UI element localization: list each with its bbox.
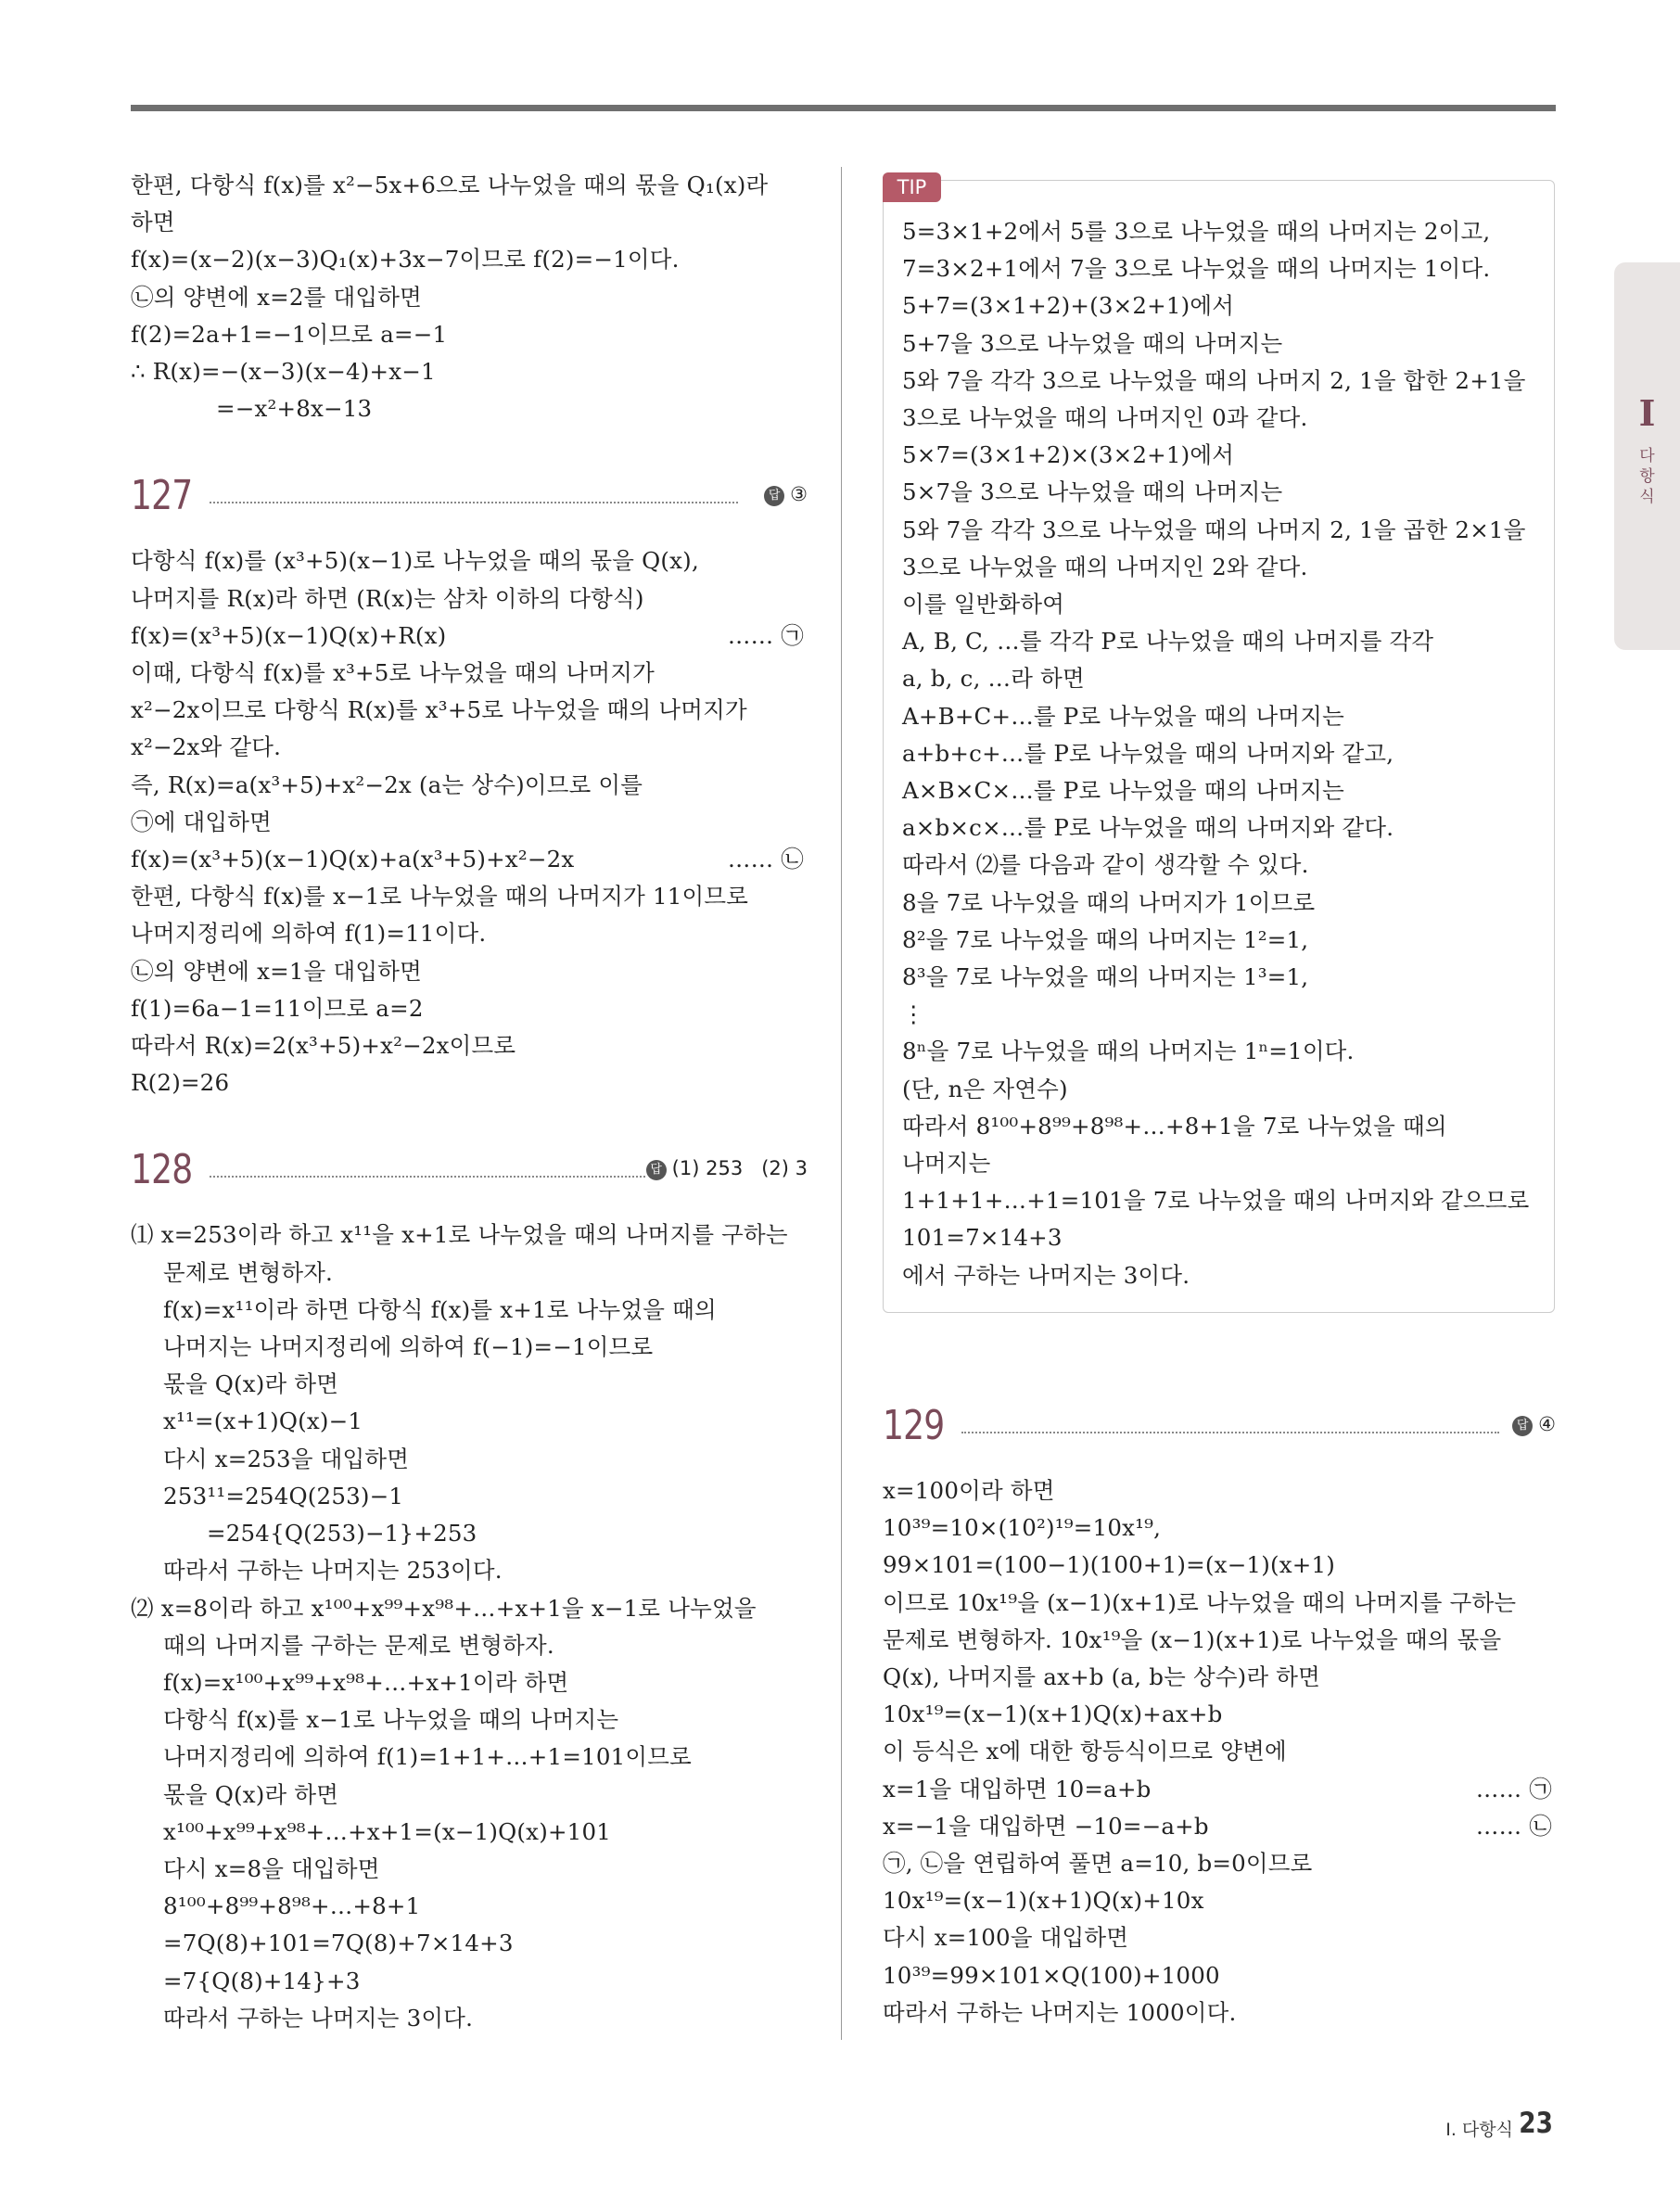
solution-line	[883, 1845, 1556, 1882]
solution-text: Q(x), 나머지를 ax+b (a, b는 상수)라 하면	[883, 1663, 1321, 1691]
solution-line	[131, 1366, 808, 1403]
solution-line	[131, 729, 808, 766]
chapter-title: 다 항 식	[1639, 447, 1655, 506]
tip-line: 이를 일반화하여	[902, 591, 1065, 618]
solution-text: 문제로 변형하자. 10x¹⁹을 (x−1)(x+1)로 나누었을 때의 몫을	[883, 1625, 1502, 1653]
tip-line: 5+7=(3×1+2)+(3×2+1)에서	[902, 292, 1235, 320]
tip-line: 5×7을 3으로 나누었을 때의 나머지는	[902, 478, 1283, 506]
equation-marker: …… ㉠	[1475, 1775, 1552, 1802]
left-column	[131, 167, 808, 2037]
solution-line	[131, 1552, 808, 1589]
solution-line	[131, 1515, 808, 1552]
solution-line	[131, 1329, 808, 1366]
answer-badge-icon: 답	[1512, 1416, 1533, 1436]
solution-line	[883, 1547, 1556, 1584]
solution-text: x¹⁰⁰+x⁹⁹+x⁹⁸+…+x+1=(x−1)Q(x)+101	[163, 1817, 612, 1845]
tip-line: 8³을 7로 나누었을 때의 나머지는 1³=1,	[902, 963, 1309, 991]
problem-number: 127	[131, 472, 193, 520]
solution-text: 몫을 Q(x)라 하면	[163, 1370, 339, 1398]
right-column	[883, 1398, 1556, 2032]
solution-text: x=−1을 대입하면 −10=−a+b	[883, 1812, 1209, 1840]
solution-line	[131, 1064, 808, 1102]
solution-text: 다항식 f(x)를 (x³+5)(x−1)로 나누었을 때의 몫을 Q(x),	[131, 547, 699, 575]
solution-text: 10x¹⁹=(x−1)(x+1)Q(x)+10x	[883, 1887, 1204, 1915]
solution-line	[131, 1255, 808, 1292]
solution-text: 다시 x=8을 대입하면	[163, 1854, 380, 1882]
solution-line	[131, 915, 808, 952]
solution-line	[131, 580, 808, 618]
solution-text: 즉, R(x)=a(x³+5)+x²−2x (a는 상수)이므로 이를	[131, 771, 643, 798]
tip-line: 7=3×2+1에서 7을 3으로 나누었을 때의 나머지는 1이다.	[902, 255, 1491, 283]
answer-label	[646, 1154, 808, 1182]
intro-line: =−x²+8x−13	[216, 395, 373, 423]
tip-line: 8²을 7로 나누었을 때의 나머지는 1²=1,	[902, 925, 1309, 953]
solution-line	[883, 1509, 1556, 1547]
solution-line	[131, 1851, 808, 1888]
answer-label	[764, 480, 808, 508]
solution-line	[131, 1701, 808, 1739]
intro-line: 하면	[131, 209, 175, 236]
problem-128-solution	[131, 1217, 808, 2036]
solution-text: 다시 x=100을 대입하면	[883, 1924, 1129, 1952]
solution-text: 따라서 구하는 나머지는 1000이다.	[883, 1998, 1237, 2026]
footer-chapter-label: I. 다항식	[1445, 2120, 1513, 2140]
tip-line: A, B, C, …를 각각 P로 나누었을 때의 나머지를 각각	[902, 628, 1434, 656]
solution-text: 다시 x=253을 대입하면	[163, 1445, 410, 1472]
solution-text: 나머지를 R(x)라 하면 (R(x)는 삼차 이하의 다항식)	[131, 584, 644, 612]
tip-line: ⋮	[902, 1000, 925, 1028]
solution-line	[131, 1590, 808, 1627]
solution-text: 때의 나머지를 구하는 문제로 변형하자.	[163, 1631, 554, 1659]
solution-text: x¹¹=(x+1)Q(x)−1	[163, 1408, 363, 1435]
intro-line: f(2)=2a+1=−1이므로 a=−1	[131, 320, 448, 348]
solution-text: =254{Q(253)−1}+253	[207, 1520, 477, 1548]
equation-marker: …… ㉠	[727, 621, 804, 649]
answer-value: ④	[1538, 1413, 1556, 1435]
solution-line	[131, 953, 808, 990]
chapter-side-tab[interactable]	[1614, 262, 1680, 650]
solution-text: 10³⁹=99×101×Q(100)+1000	[883, 1961, 1220, 1989]
solution-text: 따라서 구하는 나머지는 3이다.	[163, 2004, 474, 2032]
solution-text: 따라서 R(x)=2(x³+5)+x²−2x이므로	[131, 1032, 516, 1060]
problem-129-solution	[883, 1472, 1556, 2032]
solution-text: =7{Q(8)+14}+3	[163, 1967, 361, 1994]
solution-text: ⑵ x=8이라 하고 x¹⁰⁰+x⁹⁹+x⁹⁸+…+x+1을 x−1로 나누었을	[131, 1594, 757, 1622]
solution-line	[131, 1027, 808, 1064]
solution-line	[883, 1472, 1556, 1509]
solution-line	[131, 1814, 808, 1851]
tip-line: A+B+C+…를 P로 나누었을 때의 나머지는	[902, 702, 1344, 730]
tip-line: a×b×c×…를 P로 나누었을 때의 나머지와 같다.	[902, 814, 1394, 842]
solution-line	[883, 1585, 1556, 1622]
solution-text: 몫을 Q(x)라 하면	[163, 1780, 339, 1808]
solution-line	[131, 1888, 808, 1925]
tip-line: 101=7×14+3	[902, 1224, 1063, 1252]
solution-text: 따라서 구하는 나머지는 253이다.	[163, 1557, 503, 1585]
solution-text: f(x)=x¹¹이라 하면 다항식 f(x)를 x+1로 나누었을 때의	[163, 1295, 717, 1323]
chapter-roman-numeral: I	[1638, 392, 1656, 434]
dotted-leader	[961, 1432, 1499, 1433]
solution-line	[131, 1217, 808, 1254]
answer-value: (1) 253 (2) 3	[671, 1157, 808, 1180]
intro-line: 한편, 다항식 f(x)를 x²−5x+6으로 나누었을 때의 몫을 Q₁(x)라	[131, 172, 769, 198]
solution-text: 이 등식은 x에 대한 항등식이므로 양변에	[883, 1738, 1287, 1765]
solution-line	[131, 990, 808, 1027]
solution-text: f(1)=6a−1=11이므로 a=2	[131, 994, 424, 1022]
problem-128-header	[131, 1142, 808, 1198]
problem-129-header	[883, 1398, 1556, 1454]
solution-line	[131, 1963, 808, 2000]
solution-text: f(x)=(x³+5)(x−1)Q(x)+R(x)	[131, 621, 447, 649]
problem-127-header	[131, 468, 808, 524]
intro-line: f(x)=(x−2)(x−3)Q₁(x)+3x−7이므로 f(2)=−1이다.	[131, 246, 680, 274]
solution-line	[131, 841, 808, 878]
solution-line	[131, 1478, 808, 1515]
solution-text: x=100이라 하면	[883, 1477, 1055, 1504]
tip-line: 5×7=(3×1+2)×(3×2+1)에서	[902, 441, 1235, 469]
tip-line: 5와 7을 각각 3으로 나누었을 때의 나머지 2, 1을 곱한 2×1을	[902, 516, 1526, 543]
solution-line	[131, 1925, 808, 1962]
solution-line	[131, 1292, 808, 1329]
intro-line: ㉡의 양변에 x=2를 대입하면	[131, 283, 422, 311]
solution-line	[883, 1919, 1556, 1956]
solution-text: 나머지는 나머지정리에 의하여 f(−1)=−1이므로	[163, 1333, 654, 1361]
solution-text: 8¹⁰⁰+8⁹⁹+8⁹⁸+…+8+1	[163, 1892, 421, 1920]
problem-number: 129	[883, 1402, 945, 1449]
solution-text: 99×101=(100−1)(100+1)=(x−1)(x+1)	[883, 1551, 1336, 1579]
solution-line	[131, 1777, 808, 1814]
dotted-leader	[210, 1176, 645, 1178]
tip-line: 따라서 ⑵를 다음과 같이 생각할 수 있다.	[902, 851, 1309, 879]
answer-badge-icon: 답	[764, 486, 784, 506]
solution-text: x=1을 대입하면 10=a+b	[883, 1775, 1152, 1802]
answer-label	[1512, 1410, 1556, 1438]
tip-line: 3으로 나누었을 때의 나머지인 2와 같다.	[902, 553, 1308, 580]
solution-line	[131, 542, 808, 580]
problem-number: 128	[131, 1146, 193, 1194]
problem-127-solution	[131, 542, 808, 1102]
solution-line	[131, 804, 808, 841]
tip-line: 나머지는	[902, 1150, 991, 1178]
solution-text: f(x)=(x³+5)(x−1)Q(x)+a(x³+5)+x²−2x	[131, 846, 575, 873]
solution-line	[131, 1739, 808, 1776]
page-number: 23	[1519, 2107, 1553, 2140]
solution-line	[883, 1733, 1556, 1770]
solution-line	[883, 1771, 1556, 1808]
solution-line	[131, 878, 808, 915]
tip-badge: TIP	[883, 172, 941, 202]
solution-text: 한편, 다항식 f(x)를 x−1로 나누었을 때의 나머지가 11이므로	[131, 883, 749, 911]
solution-line	[131, 767, 808, 804]
solution-text: 253¹¹=254Q(253)−1	[163, 1482, 404, 1509]
solution-line	[131, 1403, 808, 1440]
solution-line	[131, 1627, 808, 1664]
solution-line	[131, 655, 808, 692]
equation-marker: …… ㉡	[727, 846, 804, 873]
solution-line	[883, 1957, 1556, 1994]
solution-line	[883, 1622, 1556, 1659]
intro-line: ∴ R(x)=−(x−3)(x−4)+x−1	[131, 358, 436, 386]
tip-line: 5=3×1+2에서 5를 3으로 나누었을 때의 나머지는 2이고,	[902, 218, 1491, 245]
tip-line: a, b, c, …라 하면	[902, 665, 1085, 693]
top-rule	[131, 105, 1556, 111]
equation-marker: …… ㉡	[1475, 1812, 1552, 1840]
solution-line	[883, 1994, 1556, 2032]
solution-text: R(2)=26	[131, 1069, 230, 1097]
solution-text: ㉠에 대입하면	[131, 808, 273, 835]
dotted-leader	[210, 502, 738, 503]
tip-line: 8을 7로 나누었을 때의 나머지가 1이므로	[902, 888, 1316, 916]
solution-text: ⑴ x=253이라 하고 x¹¹을 x+1로 나누었을 때의 나머지를 구하는	[131, 1221, 788, 1249]
solution-line	[131, 692, 808, 729]
intro-block	[131, 167, 808, 427]
tip-line: a+b+c+…를 P로 나누었을 때의 나머지와 같고,	[902, 739, 1394, 767]
tip-line: 1+1+1+…+1=101을 7로 나누었을 때의 나머지와 같으므로	[902, 1187, 1530, 1215]
tip-line: 에서 구하는 나머지는 3이다.	[902, 1261, 1190, 1289]
solution-text: 이때, 다항식 f(x)를 x³+5로 나누었을 때의 나머지가	[131, 659, 655, 687]
solution-text: ㉠, ㉡을 연립하여 풀면 a=10, b=0이므로	[883, 1850, 1313, 1878]
answer-value: ③	[790, 483, 808, 506]
solution-text: =7Q(8)+101=7Q(8)+7×14+3	[163, 1930, 514, 1957]
solution-text: 나머지정리에 의하여 f(1)=11이다.	[131, 920, 487, 948]
solution-line	[131, 618, 808, 655]
solution-line	[883, 1659, 1556, 1696]
solution-text: 나머지정리에 의하여 f(1)=1+1+…+1=101이므로	[163, 1743, 693, 1771]
solution-text: 이므로 10x¹⁹을 (x−1)(x+1)로 나누었을 때의 나머지를 구하는	[883, 1588, 1517, 1616]
tip-line: (단, n은 자연수)	[902, 1075, 1068, 1102]
solution-line	[131, 2000, 808, 2037]
solution-text: 문제로 변형하자.	[163, 1258, 334, 1286]
column-divider	[841, 167, 842, 2040]
answer-badge-icon: 답	[646, 1160, 667, 1180]
tip-line: 5+7을 3으로 나누었을 때의 나머지는	[902, 329, 1283, 357]
solution-line	[131, 1664, 808, 1701]
solution-line	[883, 1808, 1556, 1845]
tip-line: 5와 7을 각각 3으로 나누었을 때의 나머지 2, 1을 합한 2+1을	[902, 366, 1526, 394]
tip-line: A×B×C×…를 P로 나누었을 때의 나머지는	[902, 777, 1344, 805]
tip-line: 따라서 8¹⁰⁰+8⁹⁹+8⁹⁸+…+8+1을 7로 나누었을 때의	[902, 1112, 1447, 1140]
tip-line: 8ⁿ을 7로 나누었을 때의 나머지는 1ⁿ=1이다.	[902, 1038, 1355, 1065]
solution-line	[131, 1441, 808, 1478]
solution-text: f(x)=x¹⁰⁰+x⁹⁹+x⁹⁸+…+x+1이라 하면	[163, 1668, 569, 1696]
tip-line: 3으로 나누었을 때의 나머지인 0과 같다.	[902, 404, 1308, 432]
solution-text: 10x¹⁹=(x−1)(x+1)Q(x)+ax+b	[883, 1701, 1223, 1728]
solution-text: x²−2x와 같다.	[131, 733, 282, 761]
tip-content	[902, 213, 1542, 1294]
solution-line	[883, 1696, 1556, 1733]
solution-text: 다항식 f(x)를 x−1로 나누었을 때의 나머지는	[163, 1706, 619, 1734]
solution-text: x²−2x이므로 다항식 R(x)를 x³+5로 나누었을 때의 나머지가	[131, 696, 747, 724]
solution-text: ㉡의 양변에 x=1을 대입하면	[131, 957, 422, 985]
solution-text: 10³⁹=10×(10²)¹⁹=10x¹⁹,	[883, 1514, 1162, 1542]
solution-line	[883, 1882, 1556, 1919]
